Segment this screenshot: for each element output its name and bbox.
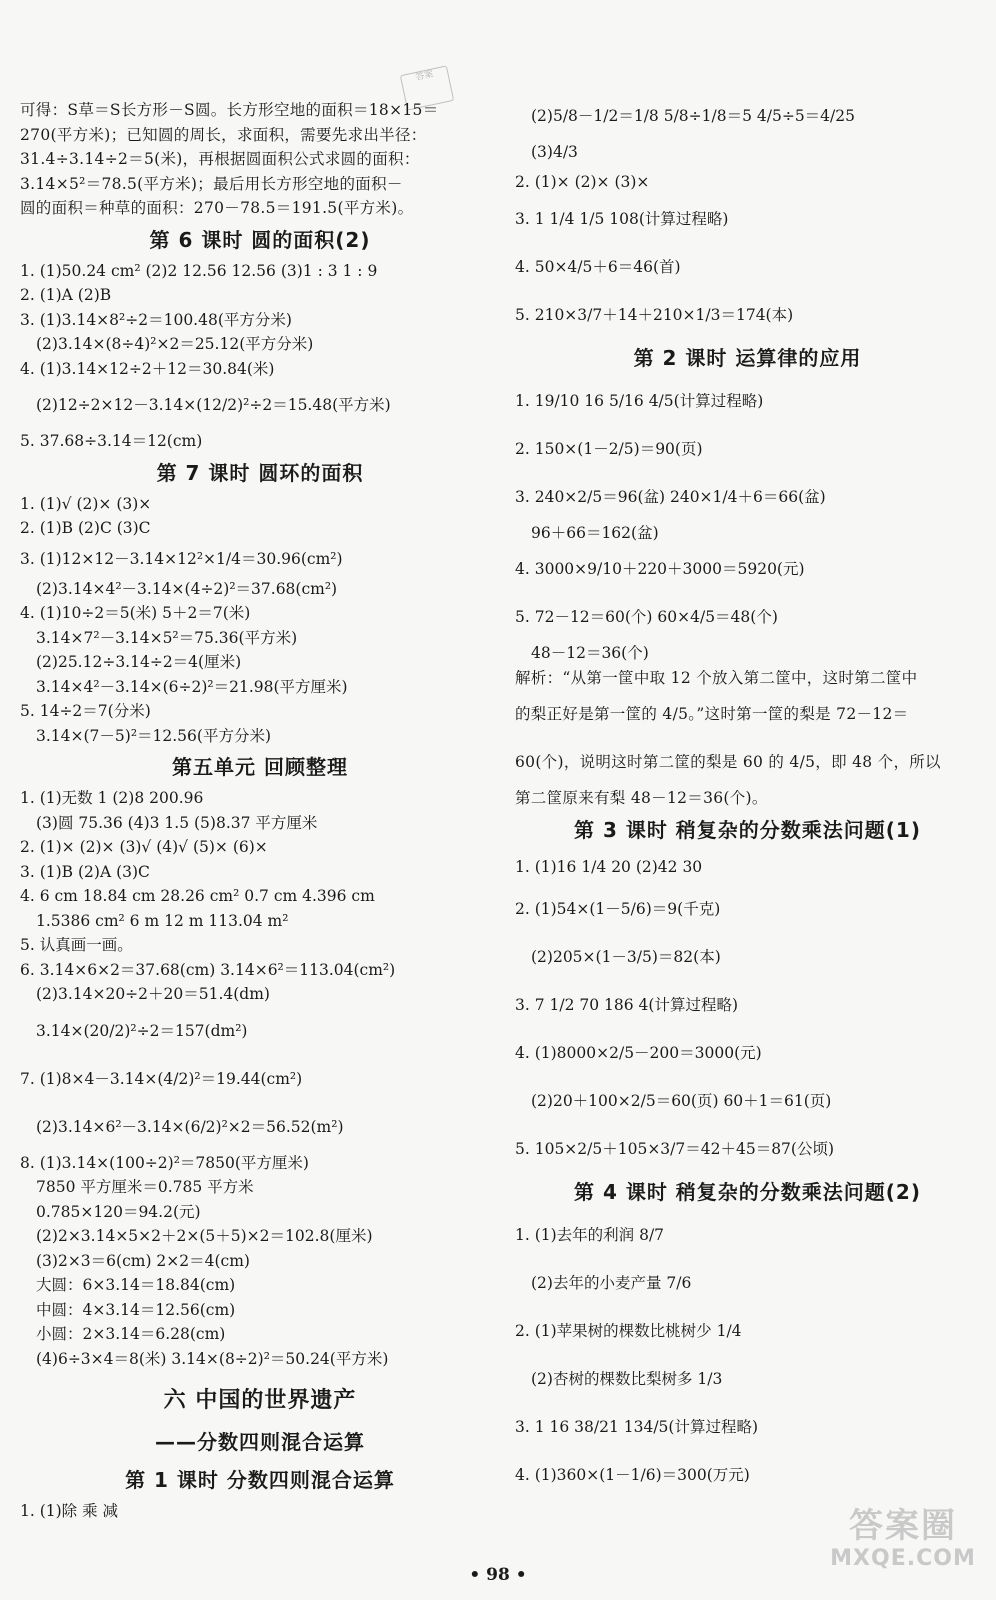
answer-line: (2)3.14×4²－3.14×(4÷2)²＝37.68(cm²): [36, 579, 338, 598]
answer-line: 6. 3.14×6×2＝37.68(cm) 3.14×6²＝113.04(cm²): [20, 960, 396, 979]
answer-line: 3.14×(7－5)²＝12.56(平方分米): [36, 726, 271, 745]
answer-line: 大圆：6×3.14＝18.84(cm): [36, 1276, 236, 1294]
answer-line: 3. 1 1/4 1/5 108(计算过程略): [515, 209, 729, 228]
section-heading: 第 1 课时 分数四则混合运算: [125, 1468, 395, 1492]
answer-line: 4. (1)360×(1－1/6)＝300(万元): [515, 1465, 750, 1484]
answer-line: 3.14×7²－3.14×5²＝75.36(平方米): [36, 628, 298, 647]
answer-line: (2)20＋100×2/5＝60(页) 60＋1＝61(页): [531, 1091, 832, 1110]
answer-line: (2)2×3.14×5×2＋2×(5＋5)×2＝102.8(厘米): [36, 1227, 373, 1245]
answer-line: (2)杏树的棵数比梨树多 1/3: [531, 1369, 723, 1388]
answer-line: 2. (1)苹果树的棵数比桃树少 1/4: [515, 1321, 742, 1340]
answer-line: 4. (1)10÷2＝5(米) 5＋2＝7(米): [20, 604, 251, 622]
answer-line: 2. (1)× (2)× (3)√ (4)√ (5)× (6)×: [20, 838, 268, 856]
answer-line: (3)2×3＝6(cm) 2×2＝4(cm): [36, 1251, 250, 1270]
answer-line: 可得：S草＝S长方形－S圆。长方形空地的面积＝18×15＝: [20, 101, 439, 119]
answer-line: 0.785×120＝94.2(元): [36, 1202, 201, 1221]
watermark-line2: MXQE.COM: [830, 1546, 976, 1571]
answer-line: (2)205×(1－3/5)＝82(本): [531, 947, 721, 966]
answer-line: 1. (1)50.24 cm² (2)2 12.56 12.56 (3)1 : 3 1 : 9: [20, 261, 378, 280]
answer-column-right: [515, 98, 980, 1499]
answer-line: (2)25.12÷3.14÷2＝4(厘米): [36, 653, 242, 671]
answer-line: (2)5/8－1/2＝1/8 5/8÷1/8＝5 4/5÷5＝4/25: [531, 107, 855, 125]
answer-line: 3.14×(20/2)²÷2＝157(dm²): [36, 1021, 248, 1040]
answer-line: 4. 6 cm 18.84 cm 28.26 cm² 0.7 cm 4.396 cm: [20, 887, 375, 905]
answer-line: (2)3.14×20÷2＋20＝51.4(dm): [36, 985, 270, 1003]
spacer: [20, 1371, 500, 1379]
answer-line: 小圆：2×3.14＝6.28(cm): [36, 1325, 226, 1343]
answer-line: 2. (1)B (2)C (3)C: [20, 519, 151, 537]
answer-line: (2)3.14×6²－3.14×(6/2)²×2＝56.52(m²): [36, 1117, 344, 1136]
answer-line: 3.14×4²－3.14×(6÷2)²＝21.98(平方厘米): [36, 677, 348, 696]
answer-line: 5. 认真画一画。: [20, 936, 133, 954]
answer-line: 1. 19/10 16 5/16 4/5(计算过程略): [515, 391, 764, 410]
answer-line: 3. 240×2/5＝96(盆) 240×1/4＋6＝66(盆): [515, 487, 826, 506]
answer-column-left: [20, 98, 500, 1524]
section-heading: ——分数四则混合运算: [155, 1430, 365, 1454]
section-heading: 第 4 课时 稍复杂的分数乘法问题(2): [573, 1179, 921, 1204]
answer-line: 1. (1)无数 1 (2)8 200.96: [20, 789, 204, 807]
stamp-text: 答案: [414, 69, 435, 84]
answer-line: 中圆：4×3.14＝12.56(cm): [36, 1300, 236, 1319]
answer-line: 5. 37.68÷3.14＝12(cm): [20, 432, 203, 450]
answer-line: 3. (1)B (2)A (3)C: [20, 862, 150, 881]
answer-line: 1. (1)除 乘 减: [20, 1502, 119, 1520]
answer-line: 2. 150×(1－2/5)＝90(页): [515, 439, 703, 458]
answer-line: 2. (1)54×(1－5/6)＝9(千克): [515, 899, 721, 918]
answer-line: 3. 7 1/2 70 186 4(计算过程略): [515, 995, 738, 1014]
page-number: • 98 •: [469, 1565, 527, 1585]
answer-line: 5. 14÷2＝7(分米): [20, 702, 151, 720]
watermark-logo: [828, 1506, 978, 1576]
section-heading: 第 2 课时 运算律的应用: [633, 345, 862, 370]
section-heading: 第 7 课时 圆环的面积: [156, 460, 364, 485]
answer-line: 60(个)，说明这时第二筐的梨是 60 的 4/5，即 48 个，所以: [515, 753, 941, 771]
section-heading: 第 6 课时 圆的面积(2): [149, 227, 371, 252]
answer-line: 2. (1)× (2)× (3)×: [515, 173, 650, 191]
answer-line: 1. (1)去年的利润 8/7: [515, 1225, 665, 1244]
answer-line: 的梨正好是第一筐的 4/5。”这时第一筐的梨是 72－12＝: [515, 705, 909, 723]
answer-line: 5. 210×3/7＋14＋210×1/3＝174(本): [515, 305, 794, 324]
section-heading: 第 3 课时 稍复杂的分数乘法问题(1): [573, 817, 921, 842]
answer-line: 3. 1 16 38/21 134/5(计算过程略): [515, 1417, 759, 1436]
answer-line: 1. (1)√ (2)× (3)×: [20, 494, 152, 513]
answer-line: 7850 平方厘米＝0.785 平方米: [36, 1178, 254, 1196]
answer-line: 7. (1)8×4－3.14×(4/2)²＝19.44(cm²): [20, 1069, 303, 1088]
answer-line: (2)去年的小麦产量 7/6: [531, 1273, 692, 1292]
answer-line: (4)6÷3×4＝8(米) 3.14×(8÷2)²＝50.24(平方米): [36, 1349, 389, 1368]
answer-line: 48－12＝36(个): [531, 644, 649, 662]
answer-line: 3. (1)12×12－3.14×12²×1/4＝30.96(cm²): [20, 549, 343, 568]
answer-line: 4. (1)8000×2/5－200＝3000(元): [515, 1043, 762, 1062]
answer-line: 5. 72－12＝60(个) 60×4/5＝48(个): [515, 608, 778, 626]
answer-line: 2. (1)A (2)B: [20, 286, 112, 304]
answer-line: 8. (1)3.14×(100÷2)²＝7850(平方厘米): [20, 1153, 309, 1172]
section-heading: 第五单元 回顾整理: [172, 755, 348, 779]
answer-line: 270(平方米)；已知圆的周长，求面积，需要先求出半径：: [20, 125, 427, 144]
answer-line: 3.14×5²＝78.5(平方米)；最后用长方形空地的面积－: [20, 174, 403, 193]
answer-line: (2)3.14×(8÷4)²×2＝25.12(平方分米): [36, 335, 314, 353]
answer-line: 1. (1)16 1/4 20 (2)42 30: [515, 857, 703, 876]
answer-line: 96＋66＝162(盆): [531, 523, 659, 542]
watermark-line1: 答案圈: [849, 1506, 957, 1546]
answer-line: (3)圆 75.36 (4)3 1.5 (5)8.37 平方厘米: [36, 813, 318, 832]
section-heading: 六 中国的世界遗产: [163, 1388, 357, 1413]
answer-line: 3. (1)3.14×8²÷2＝100.48(平方分米): [20, 310, 292, 329]
answer-line: 解析：“从第一筐中取 12 个放入第二筐中，这时第二筐中: [515, 668, 918, 687]
answer-line: 31.4÷3.14÷2＝5(米)，再根据圆面积公式求圆的面积：: [20, 150, 420, 168]
answer-line: (3)4/3: [531, 143, 578, 161]
answer-line: 第二筐原来有梨 48－12＝36(个)。: [515, 789, 768, 807]
answer-line: (2)12÷2×12－3.14×(12/2)²÷2＝15.48(平方米): [36, 396, 391, 414]
answer-line: 4. 50×4/5＋6＝46(首): [515, 257, 681, 276]
answer-line: 圆的面积＝种草的面积：270－78.5＝191.5(平方米)。: [20, 199, 414, 217]
answer-line: 4. (1)3.14×12÷2＋12＝30.84(米): [20, 359, 275, 378]
answer-line: 4. 3000×9/10＋220＋3000＝5920(元): [515, 560, 805, 578]
answer-line: 1.5386 cm² 6 m 12 m 113.04 m²: [36, 911, 289, 930]
answer-line: 5. 105×2/5＋105×3/7＝42＋45＝87(公顷): [515, 1139, 835, 1158]
